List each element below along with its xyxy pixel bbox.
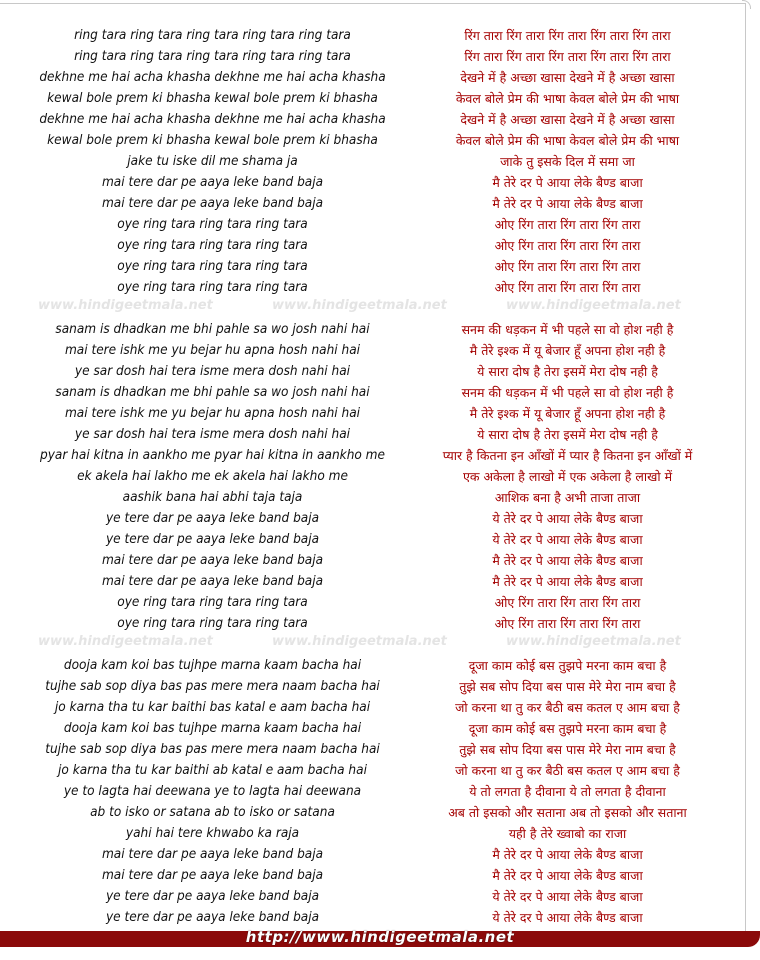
lyric-line (0, 445, 760, 466)
lyric-line (0, 907, 760, 928)
lyric-roman: tujhe sab sop diya bas pas mere mera naam bacha hai (45, 741, 380, 757)
lyric-line (0, 592, 760, 613)
watermark-row (0, 633, 760, 651)
lyric-hindi: देखने में है अच्छा खासा देखने में है अच्छा खासा (460, 112, 675, 127)
lyric-line (0, 886, 760, 907)
lyric-hindi: मै तेरे दर पे आया लेके बैण्ड बाजा (492, 847, 643, 862)
lyric-hindi: तुझे सब सोप दिया बस पास मेरे मेरा नाम बचा है (459, 679, 676, 694)
lyric-line (0, 214, 760, 235)
lyric-roman: ye sar dosh hai tera isme mera dosh nahi hai (74, 426, 351, 442)
lyric-hindi: तुझे सब सोप दिया बस पास मेरे मेरा नाम बचा है (459, 742, 676, 757)
lyric-hindi: ये तेरे दर पे आया लेके बैण्ड बाजा (492, 511, 643, 526)
lyric-hindi: ये तेरे दर पे आया लेके बैण्ड बाजा (492, 532, 643, 547)
lyric-roman: ye tere dar pe aaya leke band baja (105, 888, 320, 904)
lyric-roman: oye ring tara ring tara ring tara (117, 216, 308, 232)
lyric-hindi: दूजा काम कोई बस तुझपे मरना काम बचा है (468, 658, 667, 673)
lyric-hindi: ये तो लगता है दीवाना ये तो लगता है दीवाना (469, 784, 666, 799)
lyric-line (0, 109, 760, 130)
watermark-text: www.hindigeetmala.net (38, 634, 213, 649)
lyric-hindi: जो करना था तु कर बैठी बस कतल ए आम बचा है (455, 700, 680, 715)
lyric-roman: dooja kam koi bas tujhpe marna kaam bacha hai (63, 720, 362, 736)
lyric-roman: ye to lagta hai deewana ye to lagta hai deewana (63, 783, 362, 799)
lyric-roman: pyar hai kitna in aankho me pyar hai kitna in aankho me (40, 447, 385, 463)
watermark-text: www.hindigeetmala.net (272, 298, 447, 313)
lyric-hindi: जो करना था तु कर बैठी बस कतल ए आम बचा है (455, 763, 680, 778)
lyric-hindi: देखने में है अच्छा खासा देखने में है अच्छा खासा (460, 70, 675, 85)
lyric-roman: sanam is dhadkan me bhi pahle sa wo josh nahi hai (55, 321, 370, 337)
lyric-line (0, 319, 760, 340)
lyric-roman: kewal bole prem ki bhasha kewal bole prem ki bhasha (47, 132, 378, 148)
lyric-line (0, 130, 760, 151)
lyric-line (0, 403, 760, 424)
lyric-line (0, 466, 760, 487)
lyric-hindi: ये सारा दोष है तेरा इसमें मेरा दोष नही है (477, 364, 658, 379)
lyric-roman: oye ring tara ring tara ring tara (117, 258, 308, 274)
lyric-hindi: केवल बोले प्रेम की भाषा केवल बोले प्रेम की भाषा (455, 91, 680, 106)
lyric-roman: dooja kam koi bas tujhpe marna kaam bacha hai (63, 657, 362, 673)
lyric-roman: ye sar dosh hai tera isme mera dosh nahi hai (74, 363, 351, 379)
lyric-hindi: मै तेरे दर पे आया लेके बैण्ड बाजा (492, 868, 643, 883)
lyric-hindi: मै तेरे दर पे आया लेके बैण्ड बाजा (492, 553, 643, 568)
lyric-hindi: दूजा काम कोई बस तुझपे मरना काम बचा है (468, 721, 667, 736)
lyric-roman: mai tere dar pe aaya leke band baja (101, 867, 324, 883)
lyric-line (0, 844, 760, 865)
lyric-hindi: केवल बोले प्रेम की भाषा केवल बोले प्रेम की भाषा (455, 133, 680, 148)
lyric-hindi: ओए रिंग तारा रिंग तारा रिंग तारा (494, 238, 641, 253)
lyric-hindi: एक अकेला है लाखो में एक अकेला है लाखो में (462, 469, 673, 484)
lyric-roman: tujhe sab sop diya bas pas mere mera naam bacha hai (45, 678, 380, 694)
lyric-roman: mai tere dar pe aaya leke band baja (101, 195, 324, 211)
lyric-roman: oye ring tara ring tara ring tara (117, 237, 308, 253)
lyric-hindi: जाके तु इसके दिल में समा जा (500, 154, 635, 169)
lyric-hindi: रिंग तारा रिंग तारा रिंग तारा रिंग तारा रिंग तारा (464, 49, 671, 64)
watermark-text: www.hindigeetmala.net (38, 298, 213, 313)
lyric-line (0, 781, 760, 802)
lyric-line (0, 739, 760, 760)
watermark-text: www.hindigeetmala.net (506, 634, 681, 649)
lyric-roman: jo karna tha tu kar baithi ab katal e aam bacha hai (58, 762, 367, 778)
lyric-line (0, 550, 760, 571)
lyric-roman: kewal bole prem ki bhasha kewal bole prem ki bhasha (47, 90, 378, 106)
lyric-hindi: ओए रिंग तारा रिंग तारा रिंग तारा (494, 259, 641, 274)
lyric-roman: mai tere dar pe aaya leke band baja (101, 174, 324, 190)
lyric-roman: ring tara ring tara ring tara ring tara ring tara (74, 27, 351, 43)
lyric-line (0, 361, 760, 382)
lyric-roman: mai tere ishk me yu bejar hu apna hosh nahi hai (64, 405, 361, 421)
lyric-roman: oye ring tara ring tara ring tara (117, 594, 308, 610)
lyric-line (0, 613, 760, 634)
top-border (0, 3, 745, 4)
lyric-roman: aashik bana hai abhi taja taja (122, 489, 303, 505)
lyric-roman: ek akela hai lakho me ek akela hai lakho me (77, 468, 348, 484)
lyric-hindi: ये तेरे दर पे आया लेके बैण्ड बाजा (492, 910, 643, 925)
lyric-hindi: रिंग तारा रिंग तारा रिंग तारा रिंग तारा रिंग तारा (464, 28, 671, 43)
footer-url[interactable]: http://www.hindigeetmala.net (245, 928, 515, 946)
watermark-text: www.hindigeetmala.net (506, 298, 681, 313)
lyric-hindi: सनम की धड़कन में भी पहले सा वो होश नही है (461, 385, 674, 400)
lyric-hindi: मै तेरे इश्क में यू बेजार हूँ अपना होश नही है (469, 406, 666, 421)
lyric-roman: sanam is dhadkan me bhi pahle sa wo josh nahi hai (55, 384, 370, 400)
lyric-line (0, 88, 760, 109)
lyric-line (0, 277, 760, 298)
lyric-roman: ye tere dar pe aaya leke band baja (105, 531, 320, 547)
lyric-roman: ring tara ring tara ring tara ring tara ring tara (74, 48, 351, 64)
lyric-hindi: ओए रिंग तारा रिंग तारा रिंग तारा (494, 616, 641, 631)
lyric-line (0, 571, 760, 592)
lyric-hindi: ये सारा दोष है तेरा इसमें मेरा दोष नही है (477, 427, 658, 442)
lyric-hindi: मै तेरे इश्क में यू बेजार हूँ अपना होश नही है (469, 343, 666, 358)
lyric-line (0, 151, 760, 172)
lyric-roman: oye ring tara ring tara ring tara (117, 279, 308, 295)
lyric-line (0, 67, 760, 88)
lyric-line (0, 718, 760, 739)
lyric-roman: jake tu iske dil me shama ja (127, 153, 298, 169)
lyric-hindi: मै तेरे दर पे आया लेके बैण्ड बाजा (492, 196, 643, 211)
lyric-roman: dekhne me hai acha khasha dekhne me hai acha khasha (39, 111, 386, 127)
lyric-line (0, 172, 760, 193)
lyric-hindi: मै तेरे दर पे आया लेके बैण्ड बाजा (492, 175, 643, 190)
lyric-line (0, 676, 760, 697)
watermark-text: www.hindigeetmala.net (272, 634, 447, 649)
lyric-hindi: सनम की धड़कन में भी पहले सा वो होश नही है (461, 322, 674, 337)
lyric-hindi: अब तो इसको और सताना अब तो इसको और सताना (448, 805, 687, 820)
lyric-hindi: ये तेरे दर पे आया लेके बैण्ड बाजा (492, 889, 643, 904)
lyric-roman: ye tere dar pe aaya leke band baja (105, 510, 320, 526)
lyric-hindi: ओए रिंग तारा रिंग तारा रिंग तारा (494, 280, 641, 295)
lyric-line (0, 256, 760, 277)
lyric-line (0, 697, 760, 718)
lyric-roman: mai tere dar pe aaya leke band baja (101, 552, 324, 568)
lyric-line (0, 823, 760, 844)
lyric-line (0, 382, 760, 403)
lyric-line (0, 340, 760, 361)
lyric-line (0, 46, 760, 67)
lyric-line (0, 193, 760, 214)
lyric-roman: jo karna tha tu kar baithi bas katal e aam bacha hai (54, 699, 371, 715)
lyric-line (0, 529, 760, 550)
lyric-line (0, 487, 760, 508)
lyric-roman: oye ring tara ring tara ring tara (117, 615, 308, 631)
lyric-roman: ab to isko or satana ab to isko or satana (90, 804, 335, 820)
lyric-roman: yahi hai tere khwabo ka raja (125, 825, 300, 841)
lyric-hindi: ओए रिंग तारा रिंग तारा रिंग तारा (494, 595, 641, 610)
lyric-hindi: प्यार है कितना इन आँखों में प्यार है कितना इन आँखों में (442, 448, 693, 463)
lyric-line (0, 424, 760, 445)
lyric-line (0, 235, 760, 256)
lyric-hindi: आशिक बना है अभी ताजा ताजा (494, 490, 641, 505)
watermark-row (0, 297, 760, 315)
lyric-roman: mai tere dar pe aaya leke band baja (101, 573, 324, 589)
corner-border (742, 0, 751, 9)
lyric-line (0, 25, 760, 46)
lyric-line (0, 760, 760, 781)
lyric-roman: dekhne me hai acha khasha dekhne me hai acha khasha (39, 69, 386, 85)
lyric-roman: mai tere dar pe aaya leke band baja (101, 846, 324, 862)
lyric-hindi: मै तेरे दर पे आया लेके बैण्ड बाजा (492, 574, 643, 589)
lyric-hindi: यही है तेरे ख्वाबो का राजा (508, 826, 627, 841)
lyric-line (0, 655, 760, 676)
lyric-roman: ye tere dar pe aaya leke band baja (105, 909, 320, 925)
lyric-hindi: ओए रिंग तारा रिंग तारा रिंग तारा (494, 217, 641, 232)
lyric-line (0, 802, 760, 823)
lyric-line (0, 508, 760, 529)
lyric-line (0, 865, 760, 886)
lyric-roman: mai tere ishk me yu bejar hu apna hosh nahi hai (64, 342, 361, 358)
